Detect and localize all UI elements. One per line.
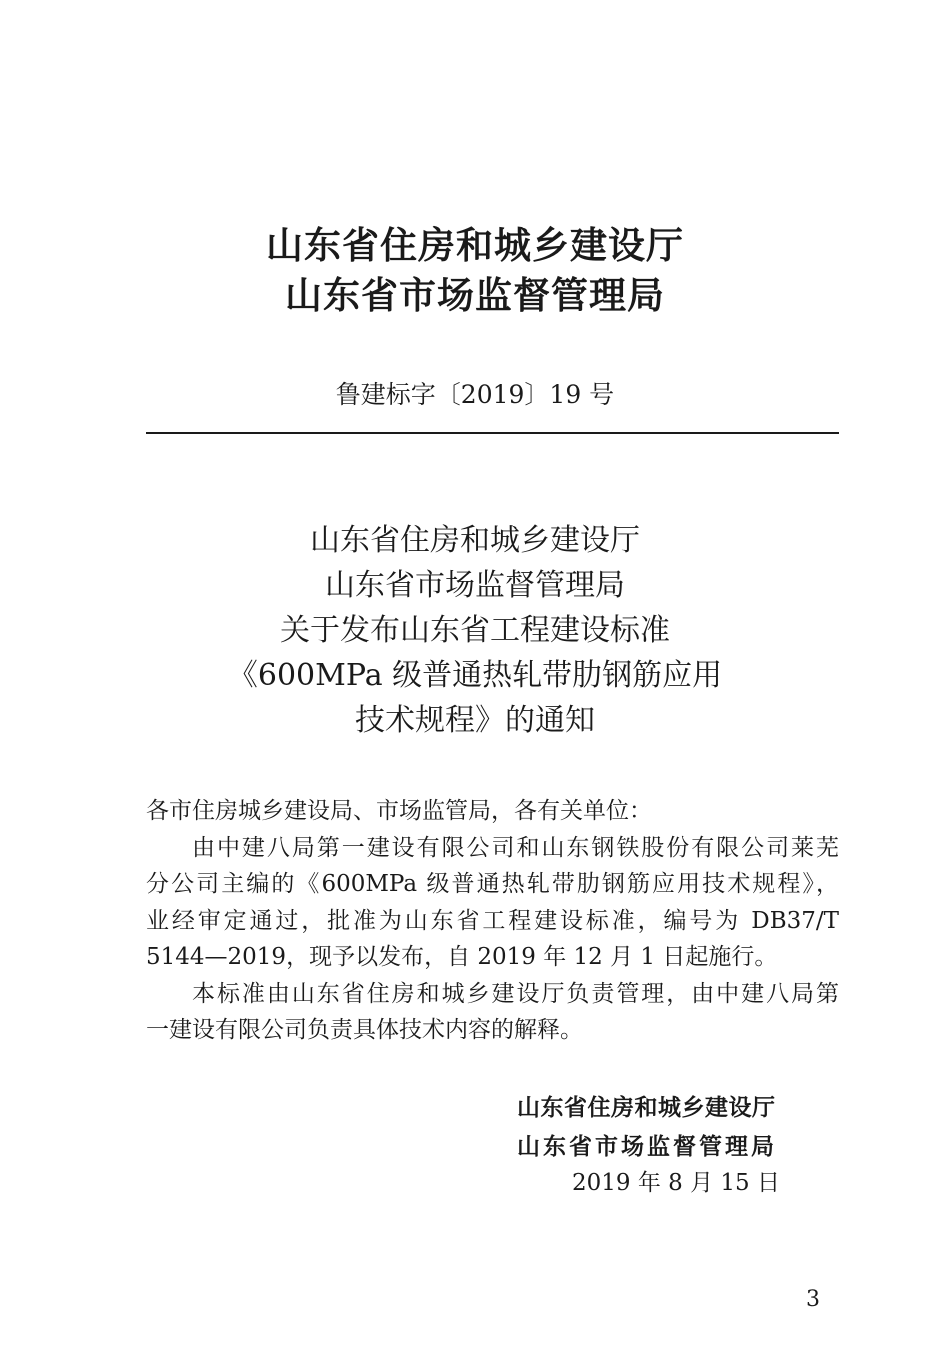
- paragraph-2-line: 本标准由山东省住房和城乡建设厅负责管理，由中建八局第: [192, 980, 839, 1007]
- issuer-name-market-regulation-bureau: 山东省市场监督管理局: [285, 274, 665, 317]
- notice-title: [0, 518, 950, 743]
- issuer-name-housing-department: 山东省住房和城乡建设厅: [266, 224, 684, 267]
- title-line: 《600MPa 级普通热轧带肋钢筋应用: [227, 658, 723, 693]
- page-number: 3: [806, 1287, 820, 1312]
- document-number: 鲁建标字〔2019〕19 号: [335, 380, 615, 409]
- header-divider-line: [146, 432, 839, 434]
- notice-body: [146, 793, 839, 1049]
- paragraph-1-line: 5144—2019，现予以发布，自 2019 年 12 月 1 日起施行。: [146, 944, 778, 970]
- signature-org-market-regulation-bureau: 山东省市场监督管理局: [517, 1134, 777, 1160]
- signature-org-housing-department: 山东省住房和城乡建设厅: [517, 1095, 776, 1121]
- title-line: 山东省市场监督管理局: [325, 568, 625, 603]
- title-line: 关于发布山东省工程建设标准: [280, 613, 670, 648]
- paragraph-2-line: 一建设有限公司负责具体技术内容的解释。: [146, 1017, 583, 1043]
- paragraph-1-line: 业经审定通过，批准为山东省工程建设标准，编号为 DB37/T: [146, 907, 839, 934]
- paragraph-1-line: 分公司主编的《600MPa 级普通热轧带肋钢筋应用技术规程》，: [146, 871, 839, 897]
- salutation: 各市住房城乡建设局、市场监管局，各有关单位：: [146, 798, 652, 824]
- signature-date: 2019 年 8 月 15 日: [572, 1170, 780, 1196]
- title-line: 山东省住房和城乡建设厅: [310, 523, 640, 558]
- title-line: 技术规程》的通知: [355, 703, 595, 738]
- paragraph-1-line: 由中建八局第一建设有限公司和山东钢铁股份有限公司莱芜: [192, 834, 839, 861]
